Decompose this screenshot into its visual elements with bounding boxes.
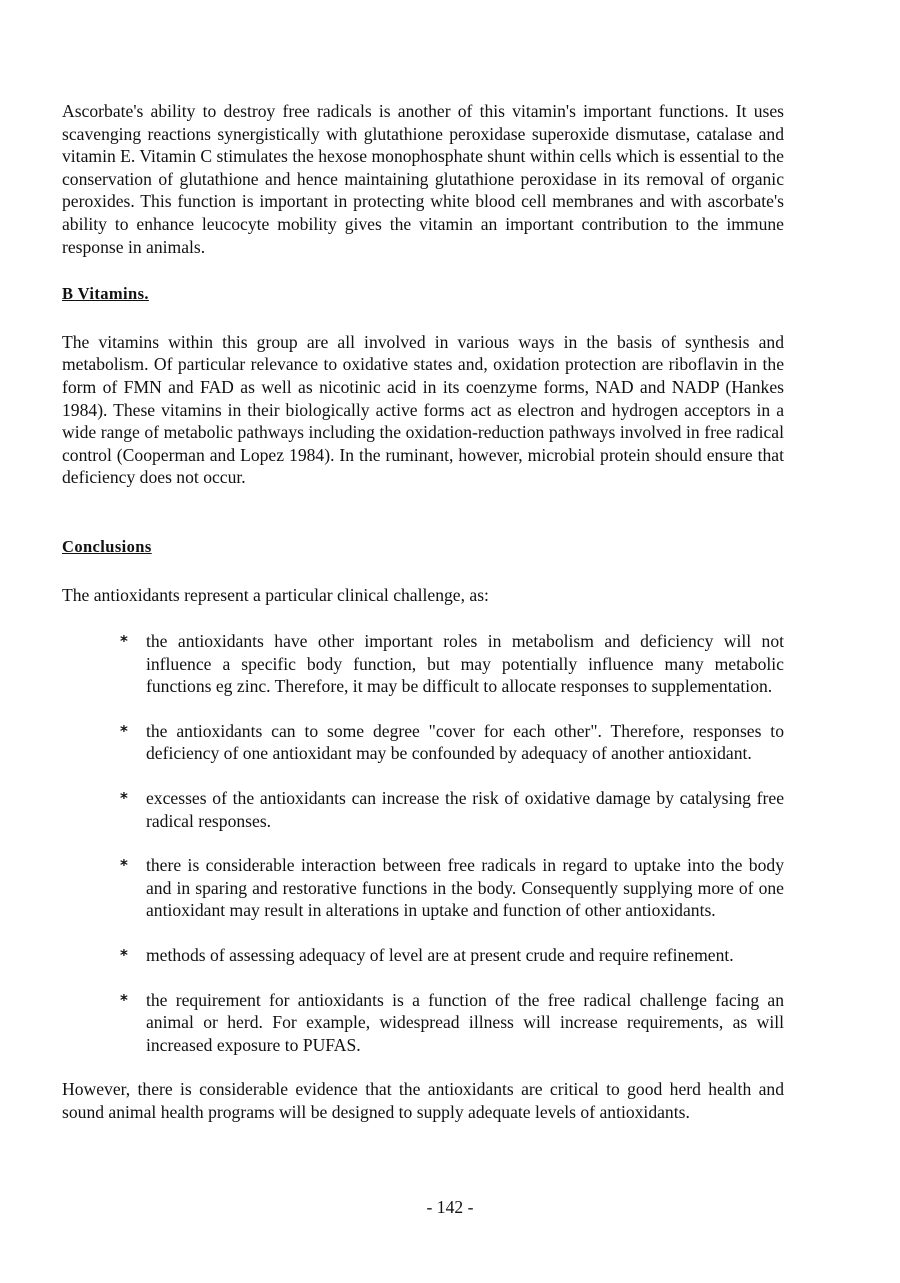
ascorbate-paragraph: Ascorbate's ability to destroy free radicals is another of this vitamin's important functions. It uses scavenging reactions synergistically with glutathione peroxidase superoxide dismutase, catalase and vitamin E. Vitamin C stimulates the hexose monophosphate shunt within cells which is essential to the conservation of glutathione and hence maintaining glutathione peroxidase in its removal of organic peroxides. This function is important in protecting white blood cell membranes and with ascorbate's ability to enhance leucocyte mobility gives the vitamin an important contribution to the immune response in animals. [62,101,784,257]
document-page [62,100,784,1124]
page-number: - 142 - [426,1197,474,1217]
conclusions-heading: Conclusions [62,536,152,556]
b-vitamins-paragraph: The vitamins within this group are all involved in various ways in the basis of synthesis and metabolism. Of particular relevance to oxidative states and, oxidation protection are riboflavin in the form of FMN and FAD as well as nicotinic acid in its coenzyme forms, NAD and NADP (Hankes 1984). These vitamins in their biologically active forms act as electron and hydrogen acceptors in a wide range of metabolic pathways including the oxidation-reduction pathways involved in free radical control (Cooperman and Lopez 1984). In the ruminant, however, microbial protein should ensure that deficiency does not occur. [62,331,784,488]
conclusions-intro: The antioxidants represent a particular clinical challenge, as: [62,584,489,605]
list-item [62,787,784,832]
conclusions-bullet-list [62,630,784,1056]
bullet-text: the antioxidants can to some degree "cover for each other". Therefore, responses to deficiency of one antioxidant may be confounded by adequacy of another antioxidant. [146,720,784,764]
asterisk-bullet-icon: * [120,990,128,1009]
b-vitamins-heading: B Vitamins. [62,284,149,304]
bullet-text: the antioxidants have other important roles in metabolism and deficiency will not influence a specific body function, but may potentially influence many metabolic functions eg zinc. Therefore, it may be difficult to allocate responses to supplementation. [146,631,784,697]
list-item [62,989,784,1057]
asterisk-bullet-icon: * [120,946,128,965]
asterisk-bullet-icon: * [120,632,128,651]
list-item [62,720,784,765]
bullet-text: excesses of the antioxidants can increase the risk of oxidative damage by catalysing free radical responses. [146,788,784,831]
list-item [62,630,784,698]
bullet-text: the requirement for antioxidants is a function of the free radical challenge facing an animal or herd. For example, widespread illness will increase requirements, as will increased exposure to PUFAS. [146,989,784,1055]
bullet-text: there is considerable interaction between free radicals in regard to uptake into the body and in sparing and restorative functions in the body. Consequently supplying more of one antioxidant may result in alterations in uptake and function of other antioxidants. [146,855,784,921]
closing-paragraph: However, there is considerable evidence that the antioxidants are critical to good herd health and sound animal health programs will be designed to supply adequate levels of antioxidants. [62,1079,784,1122]
list-item [62,944,784,967]
list-item [62,854,784,922]
asterisk-bullet-icon: * [120,789,128,808]
asterisk-bullet-icon: * [120,721,128,740]
bullet-text: methods of assessing adequacy of level are at present crude and require refinement. [146,945,734,966]
asterisk-bullet-icon: * [120,856,128,875]
